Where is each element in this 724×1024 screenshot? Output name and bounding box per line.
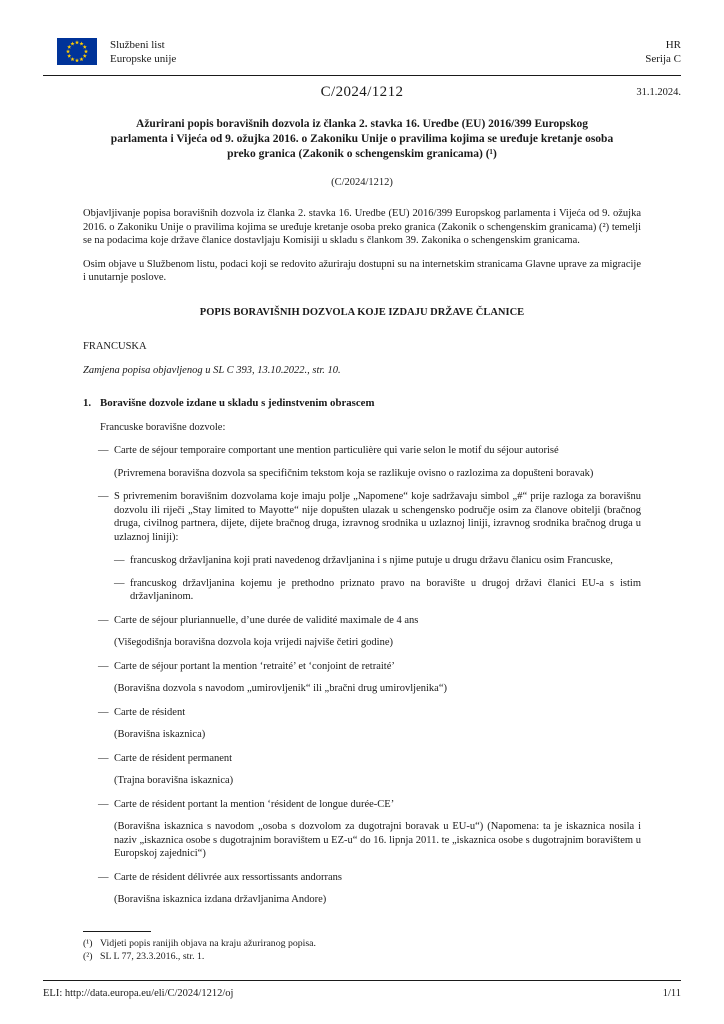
permit-name-french: Carte de séjour portant la mention ‘retraité’ et ‘conjoint de retraité’ (114, 660, 395, 672)
list-subitem (114, 554, 641, 568)
permit-name-croatian: (Trajna boravišna iskaznica) (114, 775, 234, 786)
subitem-text: francuskog državljanina kojemu je prethodno priznato pravo na boravište u drugoj državi članici EU-a s istim državljaninom. (130, 577, 641, 602)
document-title: Ažurirani popis boravišnih dozvola iz članka 2. stavka 16. Uredbe (EU) 2016/399 Europskog parlamenta i Vijeća od 9. ožujka 2016. o Zakoniku Unije o pravilima kojima se uređuje kretanje osoba preko granica (Zakonik o schengenskim granicama) (¹) (110, 118, 614, 160)
footnote-marker: (²) (83, 951, 93, 962)
list-item (98, 798, 641, 861)
footnote (83, 937, 679, 950)
list-item (98, 490, 641, 604)
eu-flag-icon (57, 38, 97, 65)
permit-name-french: Carte de résident délivrée aux ressortissants andorrans (114, 871, 343, 883)
dash-bullet: — (98, 660, 109, 672)
permit-name-croatian: (Višegodišnja boravišna dozvola koja vrijedi najviše četiri godine) (114, 637, 393, 648)
dash-bullet: — (98, 871, 109, 883)
footnote-text: SL L 77, 23.3.2016., str. 1. (100, 951, 205, 962)
document-reference: (C/2024/1212) (331, 177, 393, 188)
dash-bullet: — (98, 706, 109, 718)
edition-info (645, 38, 681, 66)
dash-bullet: — (98, 752, 109, 764)
page-number: 1/11 (662, 988, 681, 999)
document-number: C/2024/1212 (320, 84, 404, 100)
masthead (43, 38, 681, 66)
language-code: HR (665, 39, 681, 51)
list-item (98, 871, 641, 907)
intro-paragraph: Osim objave u Službenom listu, podaci koji se redovito ažuriraju dostupni su na internetskim stranicama Glavne uprave za migracije i unutarnje poslove. (83, 258, 641, 283)
dash-bullet: — (98, 445, 109, 456)
list-subitem (114, 577, 641, 604)
publication-title-line1: Službeni list (110, 39, 165, 51)
series-label: Serija C (645, 53, 681, 65)
header-rule (43, 75, 681, 76)
list-intro: Francuske boravišne dozvole: (100, 421, 226, 433)
dash-bullet: — (98, 614, 109, 626)
footnote-separator (83, 931, 151, 932)
country-name: FRANCUSKA (83, 341, 147, 352)
permit-name-french: Carte de séjour temporaire comportant une mention particulière qui varie selon le motif du séjour autorisé (114, 445, 559, 456)
dash-bullet: — (114, 555, 125, 566)
replacement-note: Zamjena popisa objavljenog u SL C 393, 13.10.2022., str. 10. (83, 364, 341, 376)
permit-name-croatian: (Boravišna iskaznica) (114, 729, 206, 740)
list-heading: POPIS BORAVIŠNIH DOZVOLA KOJE IZDAJU DRŽAVE ČLANICE (199, 306, 525, 318)
permit-note-text: S privremenim boravišnim dozvolama koje imaju polje „Napomene“ koje sadržavaju simbol „#“ prije razloga za boravišnu dozvolu ili riječi „Stay limited to Mayotte“ nije dopušten ulazak u schengensko područje osim za članove obitelji (bračnog druga, civilnog partnera, dijete, dijete bračnog druga, izravnog srodnika u uzlaznoj liniji, izravnog srodnika bračnog druga u uzlaznoj liniji): (114, 491, 641, 543)
permit-name-french: Carte de résident portant la mention ‘résident de longue durée-CE’ (114, 798, 395, 810)
publication-date: 31.1.2024. (636, 87, 681, 98)
publication-title (110, 38, 176, 66)
dash-bullet: — (98, 798, 109, 810)
footer-rule (43, 980, 681, 981)
eli-link: ELI: http://data.europa.eu/eli/C/2024/1212/oj (43, 988, 234, 999)
subitem-text: francuskog državljanina koji prati navedenog državljanina i s njime putuje u drugu državu članicu osim Francuske, (130, 555, 613, 566)
footnote (83, 950, 679, 963)
permit-name-croatian: (Privremena boravišna dozvola sa specifičnim tekstom koja se razlikuje ovisno o razlozima za dopušteni boravak) (114, 467, 594, 479)
footnote-text: Vidjeti popis ranijih objava na kraju ažuriranog popisa. (100, 938, 316, 949)
intro-paragraph: Objavljivanje popisa boravišnih dozvola iz članka 2. stavka 16. Uredbe (EU) 2016/399 Europskog parlamenta i Vijeća od 9. ožujka 2016. o Zakoniku Unije o pravilima kojima se uređuje kretanje osoba preko granica (Zakonik o schengenskim granicama) (²) temelji se na podacima koje države članice dostavljaju Komisiji u skladu s člankom 39. Zakonika o schengenskim granicama. (83, 208, 641, 246)
permit-name-croatian: (Boravišna iskaznica s navodom „osoba s dozvolom za dugotrajni boravak u EU-u“) (Napomena: ta je iskaznica nosila i naziv „iskaznica osobe s dugotrajnim boravištem u EZ-u“ do 16. lipnja 2011. te „iskaznica osobe s dugotrajnim boravištem u Europskoj zajednici“) (114, 821, 641, 859)
list-item (98, 614, 641, 650)
section-1-heading (83, 397, 641, 411)
dash-bullet: — (114, 577, 125, 589)
page-footer (43, 980, 681, 999)
document-body (43, 117, 681, 907)
list-item (98, 444, 641, 480)
list-item (98, 752, 641, 788)
footnotes (83, 931, 679, 963)
section-number: 1. (83, 397, 92, 409)
dash-bullet: — (98, 491, 109, 502)
footnote-marker: (¹) (83, 938, 93, 949)
permit-name-croatian: (Boravišna dozvola s navodom „umirovljenik“ ili „bračni drug umirovljenika“) (114, 683, 447, 694)
permit-name-croatian: (Boravišna iskaznica izdana državljanima Andore) (114, 894, 327, 905)
list-item (98, 660, 641, 696)
permit-name-french: Carte de résident (114, 706, 186, 718)
permit-name-french: Carte de résident permanent (114, 752, 233, 764)
permit-name-french: Carte de séjour pluriannuelle, d’une durée de validité maximale de 4 ans (114, 614, 419, 626)
page-header (43, 38, 681, 104)
list-item (98, 706, 641, 742)
publication-title-line2: Europske unije (110, 53, 177, 65)
section-title: Boravišne dozvole izdane u skladu s jedinstvenim obrascem (100, 397, 375, 409)
